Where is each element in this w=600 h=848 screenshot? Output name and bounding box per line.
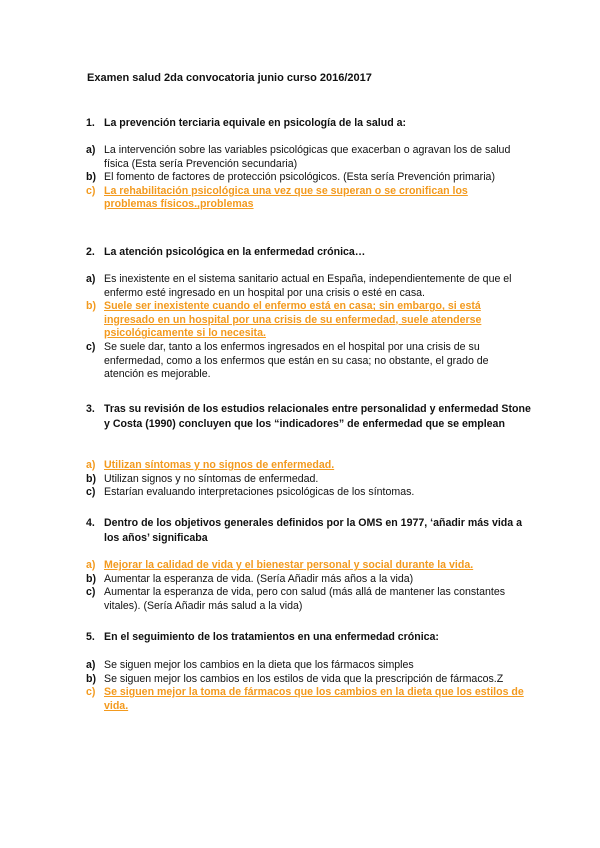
option-4b: b) Aumentar la esperanza de vida. (Sería Añadir más años a la vida) <box>86 572 414 585</box>
option-1c-correct: c) La rehabilitación psicológica una vez que se superan o se cronifican los problemas físicos.,problemas <box>86 184 468 211</box>
question-text: En el seguimiento de los tratamientos en una enfermedad crónica: <box>104 631 439 643</box>
question-3 <box>86 402 534 432</box>
option-2c: c) Se suele dar, tanto a los enfermos ingresados en el hospital por una crisis de su enfermedad, como a los enfermos que están en su casa; no obstante, el grado de atención es mejorable. <box>86 340 489 381</box>
question-1 <box>86 116 534 131</box>
question-4 <box>86 516 534 546</box>
question-number: 4. <box>86 517 95 529</box>
question-number: 1. <box>86 117 95 129</box>
question-text: Tras su revisión de los estudios relacionales entre personalidad y enfermedad Stone y Costa (1990) concluyen que los “indicadores” de enfermedad que se emplean <box>104 403 531 430</box>
option-3b: b) Utilizan signos y no síntomas de enfermedad. <box>86 472 319 485</box>
question-5 <box>86 630 534 645</box>
options-4 <box>86 559 524 613</box>
question-number: 5. <box>86 631 95 643</box>
option-4c: c) Aumentar la esperanza de vida, pero con salud (más allá de mantener las constantes vitales). (Sería Añadir más salud a la vida) <box>86 586 506 612</box>
question-text: Dentro de los objetivos generales definidos por la OMS en 1977, ‘añadir más vida a los años’ significaba <box>104 517 522 544</box>
option-1b: b) El fomento de factores de protección psicológicos. (Esta sería Prevención primaria) <box>86 171 495 184</box>
question-number: 2. <box>86 246 95 258</box>
options-2 <box>86 273 524 382</box>
question-number: 3. <box>86 403 95 415</box>
question-text: La prevención terciaria equivale en psicología de la salud a: <box>104 117 407 129</box>
option-3c: c) Estarían evaluando interpretaciones psicológicas de los síntomas. <box>86 486 415 499</box>
option-5c-correct: c) Se siguen mejor la toma de fármacos que los cambios en la dieta que los estilos de vida. <box>86 686 524 712</box>
page-title: Examen salud 2da convocatoria junio curso 2016/2017 <box>87 72 372 84</box>
option-2a: a) Es inexistente en el sistema sanitario actual en España, independientemente de que el enfermo esté ingresado en un hospital por una crisis o esté en casa. <box>86 273 512 299</box>
options-5 <box>86 659 524 713</box>
option-2b-correct: b) Suele ser inexistente cuando el enfermo está en casa; sin embargo, si está ingresado en un hospital por una crisis de su enfermedad, suele atenderse psicológicamente si lo necesita. <box>86 300 482 340</box>
option-5a: a) Se siguen mejor los cambios en la dieta que los fármacos simples <box>86 659 414 671</box>
option-5b: b) Se siguen mejor los cambios en los estilos de vida que la prescripción de fármacos.Z <box>86 672 504 685</box>
option-1a: a) La intervención sobre las variables psicológicas que exacerban o agravan los de salud física (Esta sería Prevención secundaria) <box>86 144 511 170</box>
option-4a-correct: a) Mejorar la calidad de vida y el bienestar personal y social durante la vida. <box>86 559 474 571</box>
question-text: La atención psicológica en la enfermedad crónica… <box>104 246 366 258</box>
options-1 <box>86 144 524 212</box>
option-3a-correct: a) Utilizan síntomas y no signos de enfermedad. <box>86 459 335 471</box>
question-2 <box>86 245 534 260</box>
options-3 <box>86 459 524 500</box>
